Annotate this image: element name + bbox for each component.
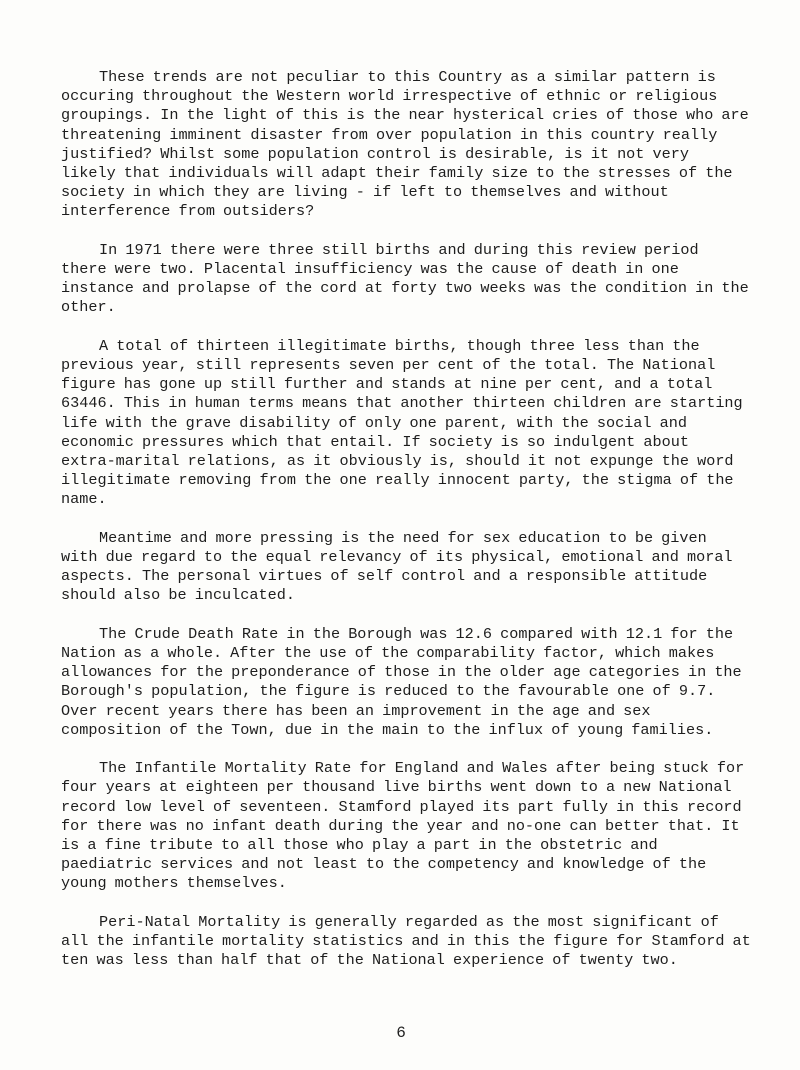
- paragraph-peri-natal-mortality: Peri-Natal Mortality is generally regarded as the most significant of all the infantile mortality statistics and in this the figure for Stamford at ten was less than half that of the National experience of twenty two.: [61, 912, 751, 970]
- paragraph-population-trends: These trends are not peculiar to this Country as a similar pattern is occuring throughout the Western world irrespective of ethnic or religious groupings. In the light of this is the near hysterical cries of those who are threatening imminent disaster from over population in this country really justified? Whilst some population control is desirable, is it not very likely that individuals will adapt their family size to the stresses of the society in which they are living - if left to themselves and without interference from outsiders?: [61, 68, 749, 221]
- paragraph-still-births: In 1971 there were three still births and during this review period there were two. Placental insufficiency was the cause of death in one instance and prolapse of the cord at forty two weeks was the condition in the other.: [61, 240, 749, 317]
- paragraph-infantile-mortality: The Infantile Mortality Rate for England and Wales after being stuck for four years at eighteen per thousand live births went down to a new National record low level of seventeen. Stamford played its part fully in this record for there was no infant death during the year and no-one can better that. It is a fine tribute to all those who play a part in the obstetric and paediatric services and not least to the competency and knowledge of the young mothers themselves.: [61, 759, 745, 893]
- paragraph-illegitimate-births: A total of thirteen illegitimate births, though three less than the previous year, still represents seven per cent of the total. The National figure has gone up still further and stands at nine per cent, and a total 63446. This in human terms means that another thirteen children are starting life with the grave disability of only one parent, with the social and economic pressures which that entail. If society is so indulgent about extra-marital relations, as it obviously is, should it not expunge the word illegitimate removing from the one really innocent party, the stigma of the name.: [61, 336, 743, 509]
- paragraph-crude-death-rate: The Crude Death Rate in the Borough was 12.6 compared with 12.1 for the Nation as a whole. After the use of the comparability factor, which makes allowances for the preponderance of those in the older age categories in the Borough's population, the figure is reduced to the favourable one of 9.7. Over recent years there has been an improvement in the age and sex composition of the Town, due in the main to the influx of young families.: [61, 624, 742, 739]
- page-number: 6: [396, 1024, 406, 1042]
- paragraph-sex-education: Meantime and more pressing is the need for sex education to be given with due regard to the equal relevancy of its physical, emotional and moral aspects. The personal virtues of self control and a responsible attitude should also be inculcated.: [61, 528, 733, 605]
- document-body: [61, 68, 751, 990]
